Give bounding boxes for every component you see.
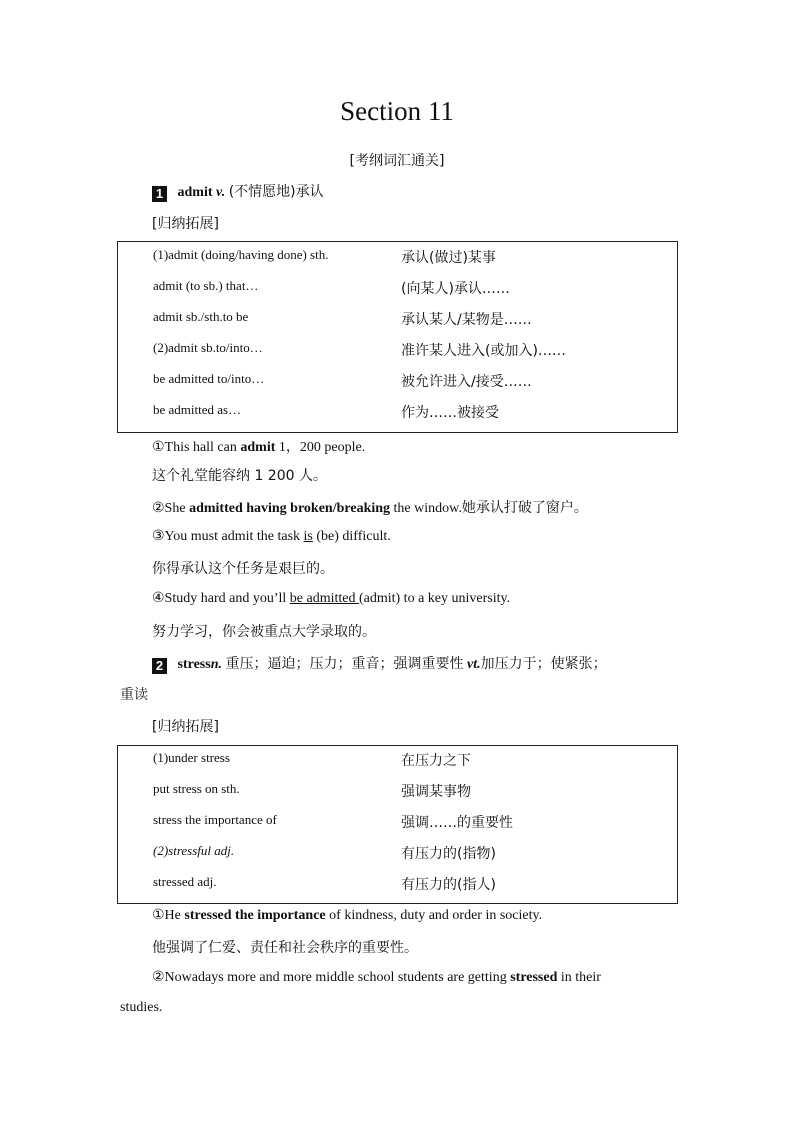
- part-of-speech: n.: [210, 657, 222, 672]
- entry-number-badge: 2: [152, 658, 167, 674]
- example-answer: is: [303, 529, 313, 544]
- expansion-tag: [归纳拓展]: [152, 216, 219, 232]
- phrase-meaning: 被允许进入/接受……: [401, 374, 532, 390]
- example-translation-5: 他强调了仁爱、责任和社会秩序的重要性。: [152, 940, 418, 956]
- example-keyword: admitted having broken/breaking: [189, 501, 391, 516]
- example-translation-2: 她承认打破了窗户。: [461, 500, 588, 516]
- example-sentence-5: [152, 907, 542, 924]
- example-keyword: admit: [240, 440, 276, 455]
- phrase: stressed adj.: [153, 874, 217, 889]
- definition: 重压；逼迫；压力；重音；强调重要性: [225, 656, 464, 672]
- example-text: ④Study hard and you’ll: [152, 591, 290, 606]
- phrase: put stress on sth.: [153, 781, 240, 796]
- example-text: the window.: [390, 501, 462, 516]
- part-of-speech: vt.: [466, 657, 481, 672]
- phrase-meaning: 有压力的(指人): [401, 877, 496, 893]
- example-text: ②Nowadays more and more middle school students are getting: [152, 970, 511, 985]
- example-answer: be admitted: [289, 591, 359, 606]
- definition-continued: 重读: [120, 687, 148, 703]
- definition: (不情愿地)承认: [228, 184, 324, 200]
- phrase-meaning: 承认某人/某物是……: [401, 312, 532, 328]
- phrase: admit sb./sth.to be: [153, 309, 249, 324]
- example-text: of kindness, duty and order in society.: [325, 908, 543, 923]
- example-keyword: stressed the importance: [184, 908, 326, 923]
- example-sentence-4: [152, 590, 510, 607]
- phrase: (2)stressful adj.: [153, 843, 235, 858]
- entry-number-badge: 1: [152, 186, 167, 202]
- phrase: admit (to sb.) that…: [153, 278, 259, 293]
- phrase: (1)under stress: [153, 750, 230, 765]
- example-text: in their: [557, 970, 601, 985]
- part-of-speech: v.: [216, 185, 226, 200]
- headword: stress: [177, 657, 211, 672]
- example-sentence-6-continued: studies.: [120, 1000, 163, 1015]
- page-title: Section 11: [340, 96, 454, 126]
- example-text: ①This hall can: [152, 440, 241, 455]
- phrase-meaning: 作为……被接受: [401, 405, 499, 421]
- example-translation-1: 这个礼堂能容纳 1 200 人。: [152, 468, 327, 484]
- phrase: (1)admit (doing/having done) sth.: [153, 247, 329, 262]
- usage-table-admit: [117, 241, 678, 433]
- phrase-meaning: 有压力的(指物): [401, 846, 496, 862]
- section-subtitle: [考纲词汇通关]: [349, 153, 445, 169]
- example-text: 1，200 people.: [275, 440, 366, 455]
- phrase-meaning: (向某人)承认……: [401, 281, 510, 297]
- example-sentence-2: [152, 497, 588, 517]
- entry-heading-stress: [152, 653, 607, 674]
- example-text: ②She: [152, 501, 190, 516]
- example-text: (admit) to a key university.: [358, 591, 511, 606]
- phrase-meaning: 承认(做过)某事: [401, 250, 496, 266]
- example-sentence-6: [152, 969, 601, 986]
- expansion-tag: [归纳拓展]: [152, 719, 219, 735]
- example-text: (be) difficult.: [312, 529, 391, 544]
- phrase: be admitted to/into…: [153, 371, 265, 386]
- headword: admit: [177, 185, 213, 200]
- example-translation-3: 你得承认这个任务是艰巨的。: [152, 561, 334, 577]
- example-translation-4: 努力学习，你会被重点大学录取的。: [152, 624, 376, 640]
- phrase-meaning: 强调某事物: [401, 784, 471, 800]
- phrase-meaning: 在压力之下: [401, 753, 471, 769]
- example-sentence-1: [152, 436, 365, 456]
- phrase-meaning: 强调……的重要性: [401, 815, 513, 831]
- phrase: be admitted as…: [153, 402, 242, 417]
- definition: 加压力于；使紧张；: [480, 656, 607, 672]
- example-keyword: stressed: [510, 970, 558, 985]
- phrase: stress the importance of: [153, 812, 277, 827]
- example-sentence-3: [152, 528, 391, 545]
- example-text: ①He: [152, 908, 185, 923]
- usage-table-stress: [117, 745, 678, 904]
- phrase: (2)admit sb.to/into…: [153, 340, 263, 355]
- phrase-meaning: 准许某人进入(或加入)……: [401, 343, 566, 359]
- example-text: ③You must admit the task: [152, 529, 304, 544]
- entry-heading-admit: [152, 181, 324, 202]
